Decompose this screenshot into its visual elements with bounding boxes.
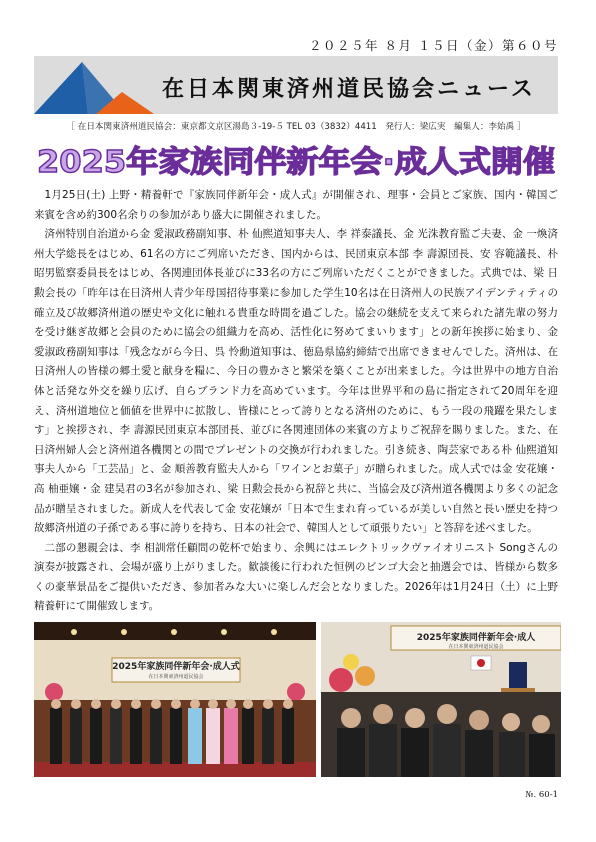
masthead <box>34 56 558 114</box>
photo-banner-left: 2025年家族同伴新年会·成人式 <box>112 662 240 672</box>
photo-audience <box>321 622 561 777</box>
headline-text: 2025年家族同伴新年会·成人式開催 <box>37 145 555 180</box>
headline <box>34 138 558 182</box>
svg-text:在日本関東済州道民協会: 在日本関東済州道民協会 <box>448 644 504 650</box>
article-paragraph: 1月25日(土) 上野・精養軒で『家族同伴新年会・成人式』が開催され、理事・会員とご家族、国内・韓国ご来賓を含め約300名余りの参加があり盛大に開催されました。 <box>34 189 558 221</box>
newsletter-title: 在日本関東済州道民協会ニュース <box>162 76 536 102</box>
association-logo <box>34 56 154 114</box>
publisher-info: ［ 在日本関東済州道民協会：東京都文京区湯島３-19-５ TEL 03（3832）4411 発行人：梁広実 編集人：李始禹 ］ <box>66 122 526 132</box>
article-paragraph: 済州特別自治道から金 愛淑政務副知事、朴 仙熙道知事夫人、李 祥泰議長、金 光洙教育監ご夫妻、金 一煥済州大学総長をはじめ、61名の方にご列席いただき、国内からは、民団東京本部 李 壽源団長、安 容範議長、朴 昭男監察委員長をはじめ、各関連団体長並びに33名の方にご列席いただくことができました。式典では、梁 日勲会長の「昨年は在日済州人青少年母国招待事業に参加した学生10名は在日済州人の民族アイデンティティの確立及び故郷済州道の歴史や文化に触れる貴重な時間を過ごした。協会の継続を支えて来られた諸先輩の努力を受け継ぎ故郷と会員のために協会の組織力を高め、活性化に努めてまいります」との新年挨拶に始まり、金 愛淑政務副知事は「残念ながら今日、呉 怜勳道知事は、徳島県協約締結で出席できませんでした。済州は、在日済州人の皆様の郷土愛と献身を糧に、今日の豊かさと繁栄を築くことが出来ました。今は世界中の地方自治体と活発な外交を繰り広げ、自らブランド力を高めています。今年は世界平和の島に指定されて20周年を迎え、済州道地位と価値を世界中に拡散し、皆様にとって誇りとなる済州のために、もう一段の飛躍を果たします」と挨拶され、李 壽源民団東京本部団長、並びに各関連団体の来賓の方よりご祝辞を賜りました。また、在日済州婦人会と済州道各機関との間でプレゼントの交換が行われました。引き続き、陶芸家である朴 仙熙道知事夫人から「工芸品」と、金 順善教育監夫人から「ワインとお菓子」が贈られました。成人式では金 安花嬢・高 柚亜嬢・金 建昊君の3名が参加され、梁 日勲会長から祝辞と共に、当協会及び済州道各機関より多くの記念品が贈呈されました。新成人を代表して金 安花嬢が「日本で生まれ育っているが美しい自然と長い歴史を持つ故郷済州道の子孫である事に誇りを持ち、日本の社会で、韓国人として頑張りたい」と答辞を述べました。 <box>34 228 558 535</box>
page-number: №. 60-1 <box>525 790 558 800</box>
issue-date: ２０２５年 ８月 １５日（金）第６０号 <box>309 38 558 53</box>
photo-banner-right: 2025年家族同伴新年会·成人 <box>416 633 536 643</box>
article-paragraph: 二部の懇親会は、李 相訓常任顧問の乾杯で始まり、余興にはエレクトリックヴァイオリニスト Songさんの演奏が披露され、会場が盛り上がりました。歓談後に行われた恒例のビンゴ大会と抽選会では、皆様から数多くの豪華景品をご提供いただき、参加者みな大いに楽しんだ会となりました。2026年は1月24日（土）に上野 精養軒にて開催致します。 <box>34 541 558 613</box>
photo-group-ceremony <box>34 622 316 777</box>
svg-text:在日本関東済州道民協会: 在日本関東済州道民協会 <box>148 674 204 680</box>
article-body <box>34 186 558 617</box>
